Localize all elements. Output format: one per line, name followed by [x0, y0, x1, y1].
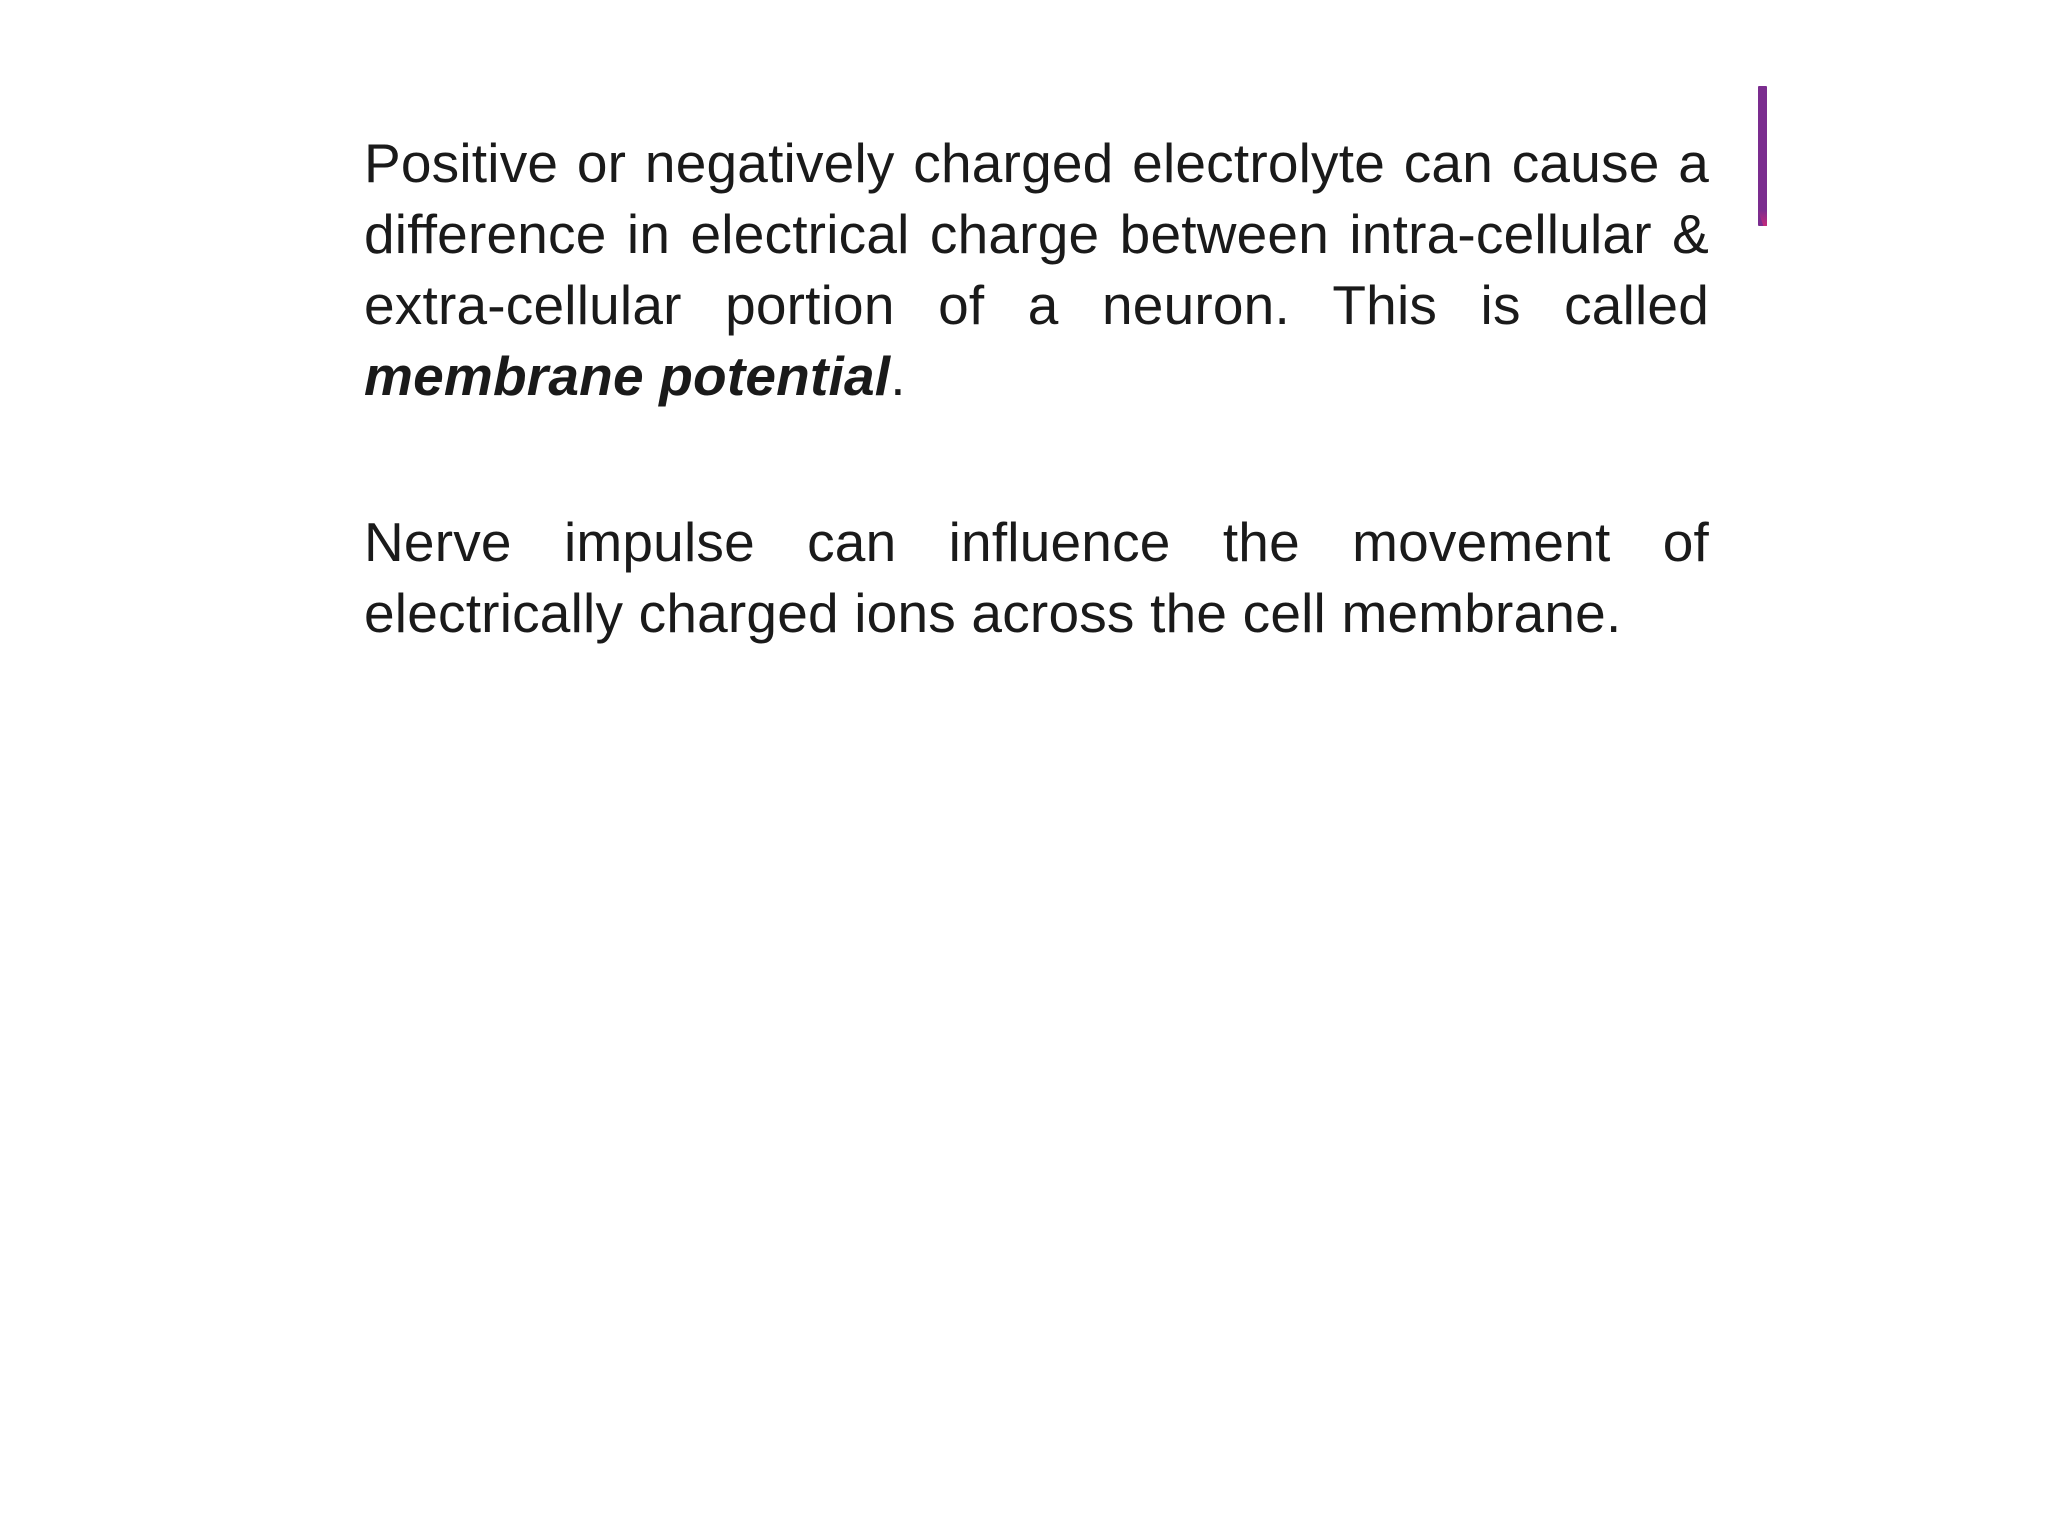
accent-bar [1758, 86, 1767, 226]
slide-body [364, 128, 1709, 649]
paragraph-1-text: Positive or negatively charged electrolyte can cause a difference in electrical charge between intra-cellular & extra-cellular portion of a neuron. This is called [364, 132, 1709, 336]
paragraph-membrane-potential [364, 128, 1709, 412]
paragraph-nerve-impulse: Nerve impulse can influence the movement of electrically charged ions across the cell membrane. [364, 511, 1709, 644]
paragraph-1-end: . [890, 345, 906, 407]
emphasized-term: membrane potential [364, 345, 891, 407]
